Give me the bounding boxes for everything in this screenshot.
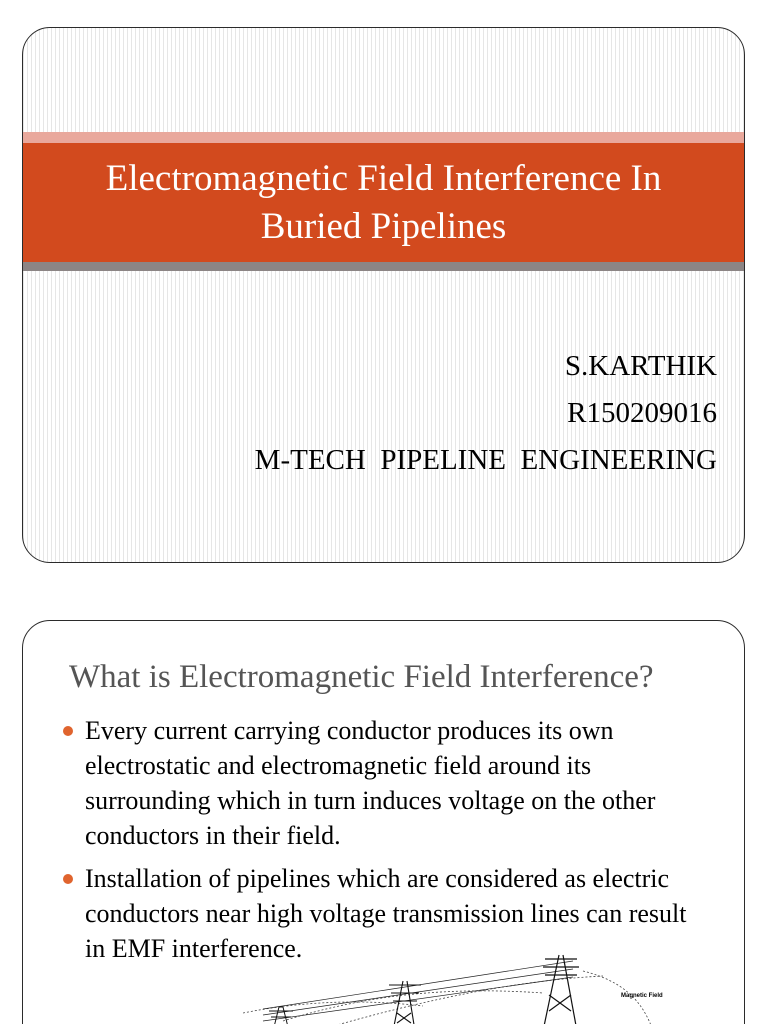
author-block [255, 343, 717, 484]
bullet-text: Installation of pipelines which are considered as electric conductors near high voltage transmission lines can result in EMF interference. [85, 864, 687, 963]
slide-heading: What is Electromagnetic Field Interference? [69, 659, 654, 695]
transmission-tower-icon [269, 1007, 293, 1024]
title-top-stripe [23, 132, 744, 143]
bullet-list [63, 713, 693, 974]
bullet-item [63, 713, 693, 853]
content-slide [22, 620, 745, 1024]
bullet-dot-icon [63, 726, 73, 736]
transmission-line-figure [243, 951, 703, 1024]
slide-title: Electromagnetic Field Interference In Buried Pipelines [105, 157, 662, 247]
magnetic-field-label: Magnetic Field [621, 993, 663, 999]
program-name: M-TECH PIPELINE ENGINEERING [254, 444, 717, 476]
title-band [23, 143, 744, 262]
transmission-tower-icon [543, 955, 579, 1024]
bullet-dot-icon [63, 874, 73, 884]
author-name: S.KARTHIK [564, 350, 717, 382]
roll-number: R150209016 [567, 397, 717, 429]
bullet-text: Every current carrying conductor produces its own electrostatic and electromagnetic field around its surrounding which in turn induces voltage on the other conductors in their field. [85, 716, 656, 850]
title-bottom-stripe [23, 262, 744, 271]
title-slide [22, 27, 745, 563]
